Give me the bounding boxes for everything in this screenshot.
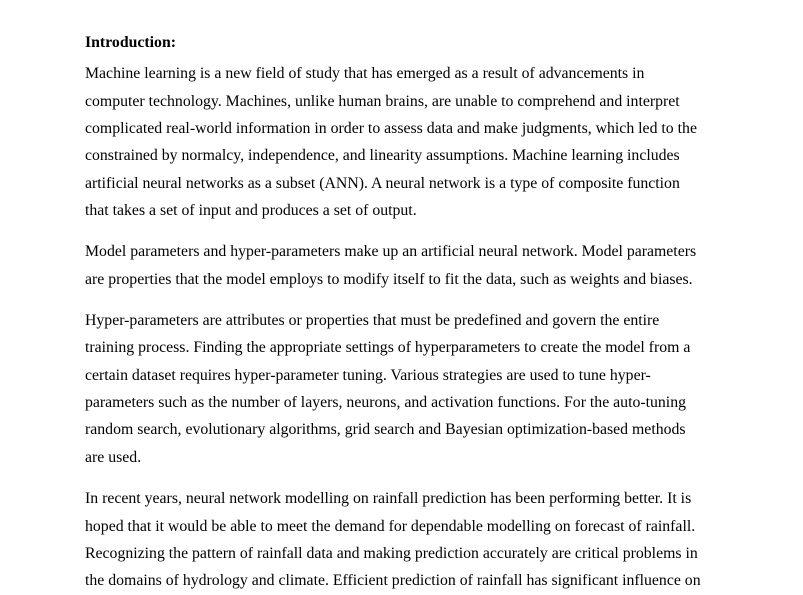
section-heading: Introduction: xyxy=(85,34,176,51)
text-line: constrained by normalcy, independence, and linearity assumptions. Machine learning includes xyxy=(85,147,680,165)
text-line: Machine learning is a new field of study that has emerged as a result of advancements in xyxy=(85,65,645,83)
text-line: parameters such as the number of layers, neurons, and activation functions. For the auto-tuning xyxy=(85,394,686,412)
paragraph xyxy=(85,307,803,471)
text-line: artificial neural networks as a subset (ANN). A neural network is a type of composite function xyxy=(85,174,680,192)
text-line: certain dataset requires hyper-parameter tuning. Various strategies are used to tune hyper- xyxy=(85,366,651,384)
text-line: the domains of hydrology and climate. Efficient prediction of rainfall has significant influence on xyxy=(85,572,701,590)
text-line: are properties that the model employs to modify itself to fit the data, such as weights and biases. xyxy=(85,270,693,288)
text-line: Hyper-parameters are attributes or properties that must be predefined and govern the entire xyxy=(85,312,660,330)
text-line: hoped that it would be able to meet the demand for dependable modelling on forecast of rainfall. xyxy=(85,517,696,535)
text-line: complicated real-world information in order to assess data and make judgments, which led to the xyxy=(85,120,697,138)
text-line: Model parameters and hyper-parameters make up an artificial neural network. Model parameters xyxy=(85,243,697,261)
text-line: computer technology. Machines, unlike human brains, are unable to comprehend and interpret xyxy=(85,92,680,110)
text-line: training process. Finding the appropriate settings of hyperparameters to create the model from a xyxy=(85,339,691,357)
text-line: In recent years, neural network modelling on rainfall prediction has been performing better. It is xyxy=(85,490,692,508)
text-line: random search, evolutionary algorithms, grid search and Bayesian optimization-based methods xyxy=(85,421,686,439)
paragraph xyxy=(85,485,803,594)
text-line: are used. xyxy=(85,448,142,466)
text-line: that takes a set of input and produces a set of output. xyxy=(85,202,417,220)
text-line: Recognizing the pattern of rainfall data and making prediction accurately are critical problems in xyxy=(85,544,698,562)
paragraph xyxy=(85,238,803,293)
document-body xyxy=(85,60,803,594)
paragraph xyxy=(85,60,803,224)
